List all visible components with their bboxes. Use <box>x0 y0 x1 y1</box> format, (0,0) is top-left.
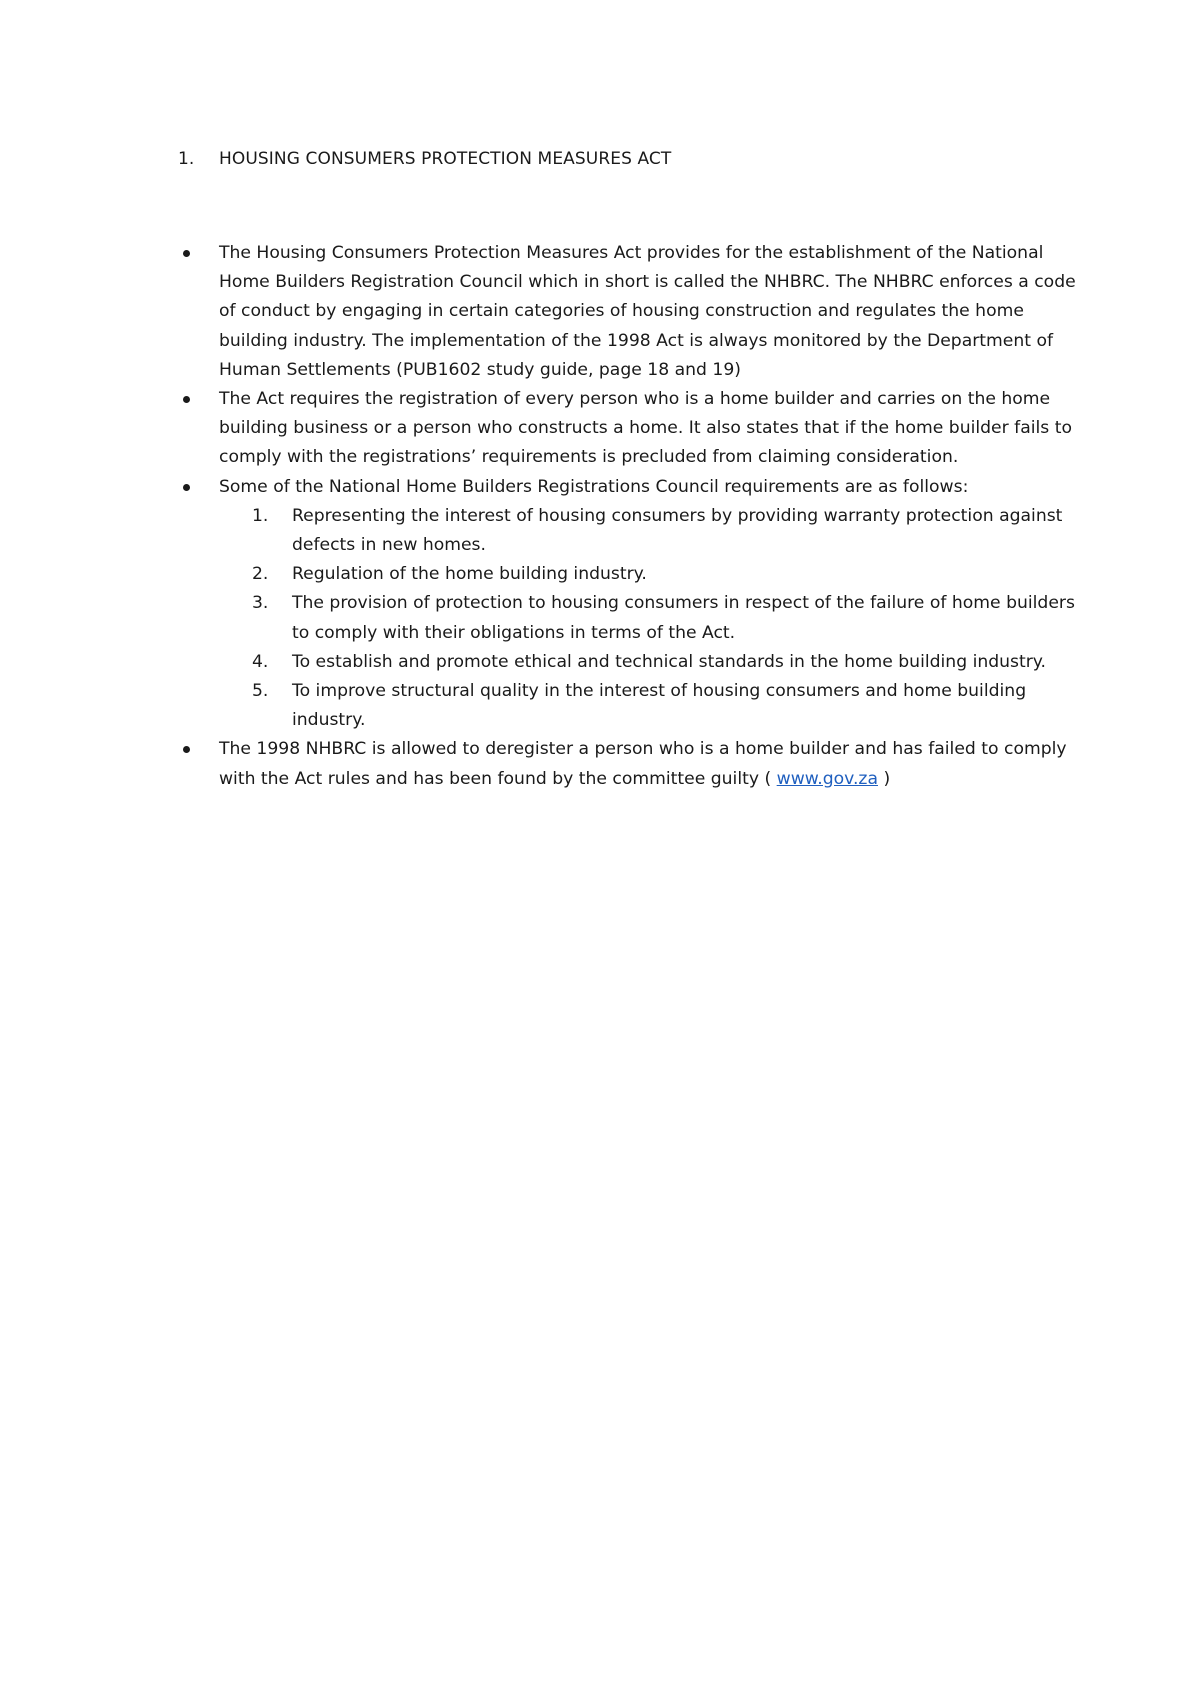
bullet-text: The Act requires the registration of every person who is a home builder and carries on the home building business or a person who constructs a home. It also states that if the home builder fails to comply with the registrations’ requirements is precluded from claiming consideration. <box>219 389 1072 468</box>
requirement-text: The provision of protection to housing consumers in respect of the failure of home builders to comply with their obligations in terms of the Act. <box>292 593 1075 643</box>
bullet-text: The Housing Consumers Protection Measures Act provides for the establishment of the National Home Builders Registration Council which in short is called the NHBRC. The NHBRC enforces a code of conduct by engaging in certain categories of housing construction and regulates the home building industry. The implementation of the 1998 Act is always monitored by the Department of Human Settlements (PUB1602 study guide, page 18 and 19) <box>219 243 1076 380</box>
requirement-item <box>219 589 1088 647</box>
requirement-text: To improve structural quality in the interest of housing consumers and home building industry. <box>292 681 1027 731</box>
bullet-icon <box>183 484 190 491</box>
requirement-number: 5. <box>252 681 269 702</box>
requirement-number: 4. <box>252 651 269 672</box>
requirement-item <box>219 648 1088 677</box>
bullet-list <box>178 239 1088 794</box>
bullet-item <box>178 735 1088 793</box>
requirement-item <box>219 502 1088 560</box>
bullet-icon <box>183 746 190 753</box>
requirement-item <box>219 677 1088 735</box>
requirement-text: Regulation of the home building industry. <box>292 564 647 585</box>
section-heading <box>178 149 671 169</box>
bullet-text: Some of the National Home Builders Registrations Council requirements are as follows: <box>219 476 969 497</box>
bullet-item <box>178 239 1088 385</box>
requirements-list <box>219 502 1088 736</box>
bullet-item <box>178 385 1088 473</box>
bullet-closing: ) <box>878 768 891 789</box>
bullet-item <box>178 473 1088 736</box>
bullet-icon <box>183 396 190 403</box>
requirement-text: To establish and promote ethical and technical standards in the home building industry. <box>292 651 1046 672</box>
heading-number: 1. <box>178 149 195 169</box>
requirement-item <box>219 560 1088 589</box>
requirement-text: Representing the interest of housing consumers by providing warranty protection against defects in new homes. <box>292 505 1063 556</box>
requirement-number: 2. <box>252 564 269 585</box>
requirement-number: 3. <box>252 593 269 614</box>
bullet-text: The 1998 NHBRC is allowed to deregister a person who is a home builder and has failed to comply with the Act rules and has been found by the committee guilty ( <box>219 739 1067 789</box>
heading-title: HOUSING CONSUMERS PROTECTION MEASURES ACT <box>219 149 672 169</box>
bullet-icon <box>183 250 190 257</box>
requirement-number: 1. <box>252 505 269 526</box>
gov-za-link[interactable]: www.gov.za <box>776 768 878 789</box>
